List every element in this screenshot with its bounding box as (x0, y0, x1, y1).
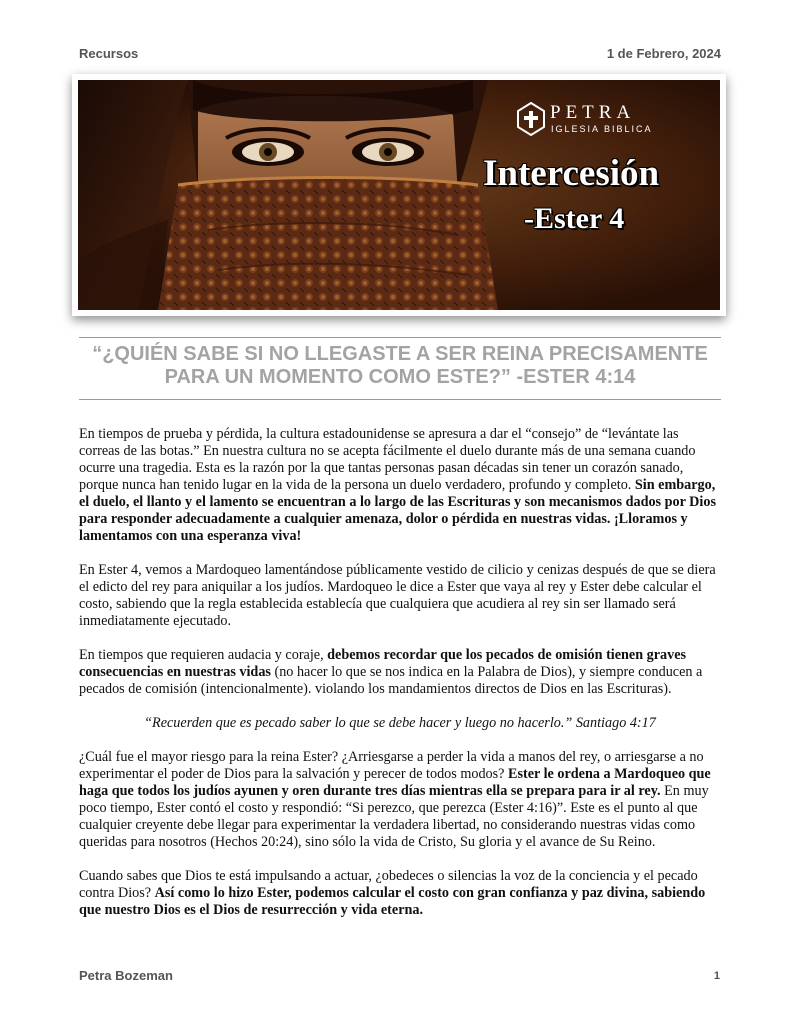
paragraph-3 (79, 647, 721, 698)
scripture-verse: “Recuerden que es pecado saber lo que se debe hacer y luego no hacerlo.” Santiago 4:17 (144, 715, 656, 731)
divider-top (79, 337, 721, 338)
header-date: 1 de Febrero, 2024 (606, 46, 721, 61)
paragraph-5-text: Cuando sabes que Dios te está impulsando a actuar, ¿obedeces o silencias la voz de la conciencia y el pecado contra Dios? (79, 868, 698, 901)
paragraph-1-emphasis: Sin embargo, el duelo, el llanto y el lamento se encuentran a lo largo de las Escrituras y son mecanismos dados por Dios para responder adecuadamente a cualquier amenaza, dolor o pérdida en nuestras vidas. ¡Lloramos y lamentamos con una esperanza viva! (79, 477, 716, 544)
petra-logo (516, 102, 676, 142)
banner-subtitle: -Ester 4 (524, 202, 625, 235)
paragraph-3-text-a: En tiempos que requieren audacia y coraje, (79, 647, 328, 663)
header-section-label: Recursos (79, 46, 139, 61)
paragraph-5-emphasis: Así como lo hizo Ester, podemos calcular el costo con gran confianza y paz divina, sabiendo que nuestro Dios es el Dios de resurrección y vida eterna. (79, 885, 706, 918)
paragraph-4-emphasis: Ester le ordena a Mardoqueo que haga que todos los judíos ayunen y oren durante tres días mientras ella se prepara para ir al rey. (79, 766, 711, 799)
page-number: 1 (713, 970, 720, 982)
pull-quote-heading (79, 343, 721, 389)
paragraph-3-text-b: (no hacer lo que se nos indica en la Palabra de Dios), y siempre conducen a pecados de comisión (intencionalmente). violando los mandamientos directos de Dios en las Escrituras). (79, 664, 703, 697)
church-cross-icon (516, 102, 546, 136)
logo-name: PETRA (550, 102, 636, 123)
divider-bottom (79, 399, 721, 400)
article-body (79, 426, 721, 936)
pull-quote-line-2: PARA UN MOMENTO COMO ESTE?” -ESTER 4:14 (164, 366, 636, 388)
banner-image (78, 80, 720, 310)
pull-quote-line-1: “¿QUIÉN SABE SI NO LLEGASTE A SER REINA PRECISAMENTE (92, 343, 708, 365)
logo-subtitle: IGLESIA BIBLICA (551, 124, 653, 134)
paragraph-3-emphasis: debemos recordar que los pecados de omisión tienen graves consecuencias en nuestras vidas (79, 647, 687, 680)
paragraph-1 (79, 426, 721, 545)
footer-author: Petra Bozeman (79, 968, 173, 983)
paragraph-1-text: En tiempos de prueba y pérdida, la cultura estadounidense se apresura a dar el “consejo” de “levántate las correas de las botas.” En nuestra cultura no se acepta fácilmente el duelo durante más de una semana cuando ocurre una tragedia. Esta es la razón por la que tantas personas pasan décadas sin tener un corazón sanado, porque nunca han tenido lugar en la vida de la persona un duelo verdadero, profundo y completo. (79, 426, 696, 493)
banner-frame (72, 74, 726, 316)
paragraph-5 (79, 868, 721, 919)
paragraph-2: En Ester 4, vemos a Mardoqueo lamentándose públicamente vestido de cilicio y cenizas después de que se diera el edicto del rey para aniquilar a los judíos. Mardoqueo le dice a Ester que vaya al rey y Ester debe calcular el costo, sabiendo que la regla establecida establecía que cualquiera que acudiera al rey sin ser llamado será inmediatamente ejecutado. (79, 562, 716, 629)
paragraph-4-text-b: En muy poco tiempo, Ester contó el costo y respondió: “Si perezco, que perezca (Ester 4:16)”. Este es el punto al que cualquier creyente debe llegar para experimentar la verdadera libertad, no considerando nuestras vidas como queridas para nosotros (Hechos 20:24), sino sólo la vida de Cristo, Su gloria y el avance de Su Reino. (79, 783, 709, 850)
banner-title: Intercesión (483, 153, 660, 194)
paragraph-4-text-a: ¿Cuál fue el mayor riesgo para la reina Ester? ¿Arriesgarse a perder la vida a manos del rey, o arriesgarse a no experimentar el poder de Dios para la salvación y perecer de todos modos? (79, 749, 704, 782)
paragraph-4 (79, 749, 721, 851)
